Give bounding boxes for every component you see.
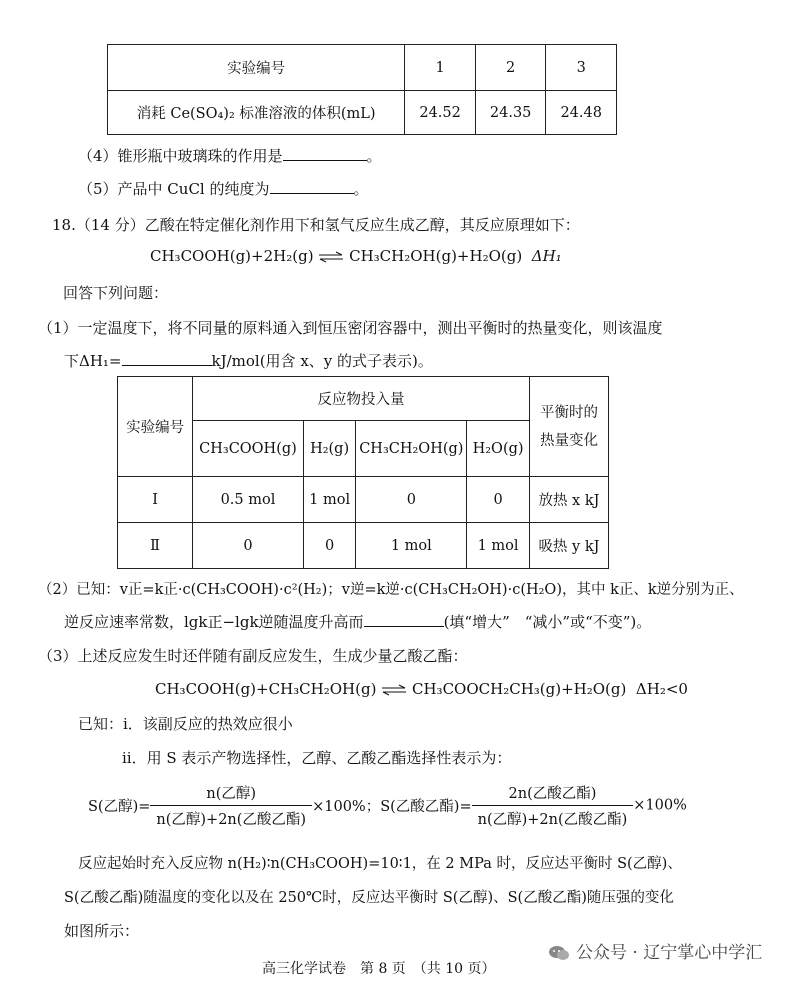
cell: 0 [467,477,530,523]
row-label: 消耗 Ce(SO₄)₂ 标准溶液的体积(mL) [108,91,405,135]
species-2: H₂(g) [303,421,356,477]
f1-tail: ×100%； [312,799,381,815]
cell: 1 mol [356,523,467,569]
f1-num: n(乙醇) [206,786,257,802]
value-2: 24.35 [475,91,546,135]
f2-fraction [472,782,634,829]
q4-blank [283,146,367,161]
q17-part4 [78,145,382,166]
cell: 1 mol [303,477,356,523]
eq2-left: CH₃COOH(g)+CH₃CH₂OH(g) [155,680,377,698]
feed-table [117,376,609,569]
p3-para2: S(乙酸乙酯)随温度的变化以及在 250℃时，反应达平衡时 S(乙醇)、S(乙酸乙酯)随压强的变化 [64,890,674,906]
f2-num: 2n(乙酸乙酯) [508,786,597,802]
f1-lhs: S(乙醇)= [88,799,151,815]
f1-den: n(乙醇)+2n(乙酸乙酯) [150,805,312,829]
p2-text: 逆反应速率常数，lgk正−lgk逆随温度升高而 [64,613,364,631]
feed-label: 反应物投入量 [193,377,530,421]
row-id: Ⅱ [118,523,193,569]
col-2: 2 [475,45,546,91]
q4-end: 。 [366,147,382,165]
equation-2 [155,680,688,698]
heat-label-1: 平衡时的 [539,404,598,421]
cell: 0 [193,523,304,569]
table-row [118,477,609,523]
row-id: I [118,477,193,523]
equilibrium-arrow-icon [381,684,407,696]
header-label: 实验编号 [108,45,405,91]
equilibrium-arrow-icon [318,251,344,263]
p1-blank [122,351,212,366]
p1-line2 [64,350,433,371]
eq2-right: CH₃COOCH₂CH₃(g)+H₂O(g) [412,680,627,698]
p1-dh-label: 下ΔH₁= [64,352,122,370]
q5-text: （5）产品中 CuCl 的纯度为 [78,180,270,198]
answer-prompt: 回答下列问题： [63,284,169,302]
value-1: 24.52 [405,91,476,135]
heat-cell: 放热 x kJ [529,477,608,523]
watermark [548,938,762,963]
watermark-text: 公众号 · 辽宁掌心中学汇 [576,943,763,963]
selectivity-formulas [88,782,687,829]
table-row [118,523,609,569]
p3-para3: 如图所示： [64,922,140,940]
known-ii: ⅱ．用 S 表示产物选择性，乙醇、乙酸乙酯选择性表示为： [122,749,512,767]
value-3: 24.48 [546,91,617,135]
heat-cell: 吸热 y kJ [529,523,608,569]
q4-text: （4）锥形瓶中玻璃珠的作用是 [78,147,283,165]
p2-tail: (填“增大” “减小”或“不变”)。 [443,613,652,631]
exp-label: 实验编号 [118,377,193,477]
known-i: 已知：ⅰ．该副反应的热效应很小 [78,715,293,733]
f2-tail: ×100% [633,797,687,814]
p3-line1: （3）上述反应发生时还伴随有副反应发生，生成少量乙酸乙酯： [38,647,468,665]
eq2-dh: ΔH₂<0 [635,680,688,698]
cell: 0 [356,477,467,523]
equation-1 [150,247,562,265]
species-1: CH₃COOH(g) [193,421,304,477]
col-3: 3 [546,45,617,91]
cell: 1 mol [467,523,530,569]
f2-lhs: S(乙酸乙酯)= [380,799,472,815]
q5-blank [270,179,354,194]
p2-blank [364,612,444,627]
wechat-icon [548,945,570,961]
species-4: H₂O(g) [467,421,530,477]
heat-label [529,377,608,477]
p1-tail: kJ/mol(用含 x、y 的式子表示)。 [211,352,433,370]
f1-fraction [150,782,312,829]
eq1-dh: ΔH₁ [531,247,562,265]
heat-label-2: 热量变化 [539,432,598,449]
species-3: CH₃CH₂OH(g) [356,421,467,477]
p2-line1: （2）已知：v正=k正·c(CH₃COOH)·c²(H₂)；v逆=k逆·c(CH₃CH₂OH)·c(H₂O)，其中 k正、k逆分别为正、 [38,582,744,598]
p3-para1: 反应起始时充入反应物 n(H₂)∶n(CH₃COOH)=10∶1，在 2 MPa 时，反应达平衡时 S(乙醇)、 [78,856,682,872]
q5-end: 。 [353,180,369,198]
cell: 0 [303,523,356,569]
volume-table [107,44,617,135]
f2-den: n(乙醇)+2n(乙酸乙酯) [472,805,634,829]
eq1-right: CH₃CH₂OH(g)+H₂O(g) [349,247,523,265]
col-1: 1 [405,45,476,91]
page-footer: 高三化学试卷 第 8 页 （共 10 页） [262,961,496,977]
q17-part5 [78,178,369,199]
eq1-left: CH₃COOH(g)+2H₂(g) [150,247,314,265]
p2-line2 [64,611,651,632]
cell: 0.5 mol [193,477,304,523]
p1-line1: （1）一定温度下，将不同量的原料通入到恒压密闭容器中，测出平衡时的热量变化，则该温度 [38,319,663,337]
q18-intro: 18.（14 分）乙酸在特定催化剂作用下和氢气反应生成乙醇，其反应原理如下： [52,216,580,234]
